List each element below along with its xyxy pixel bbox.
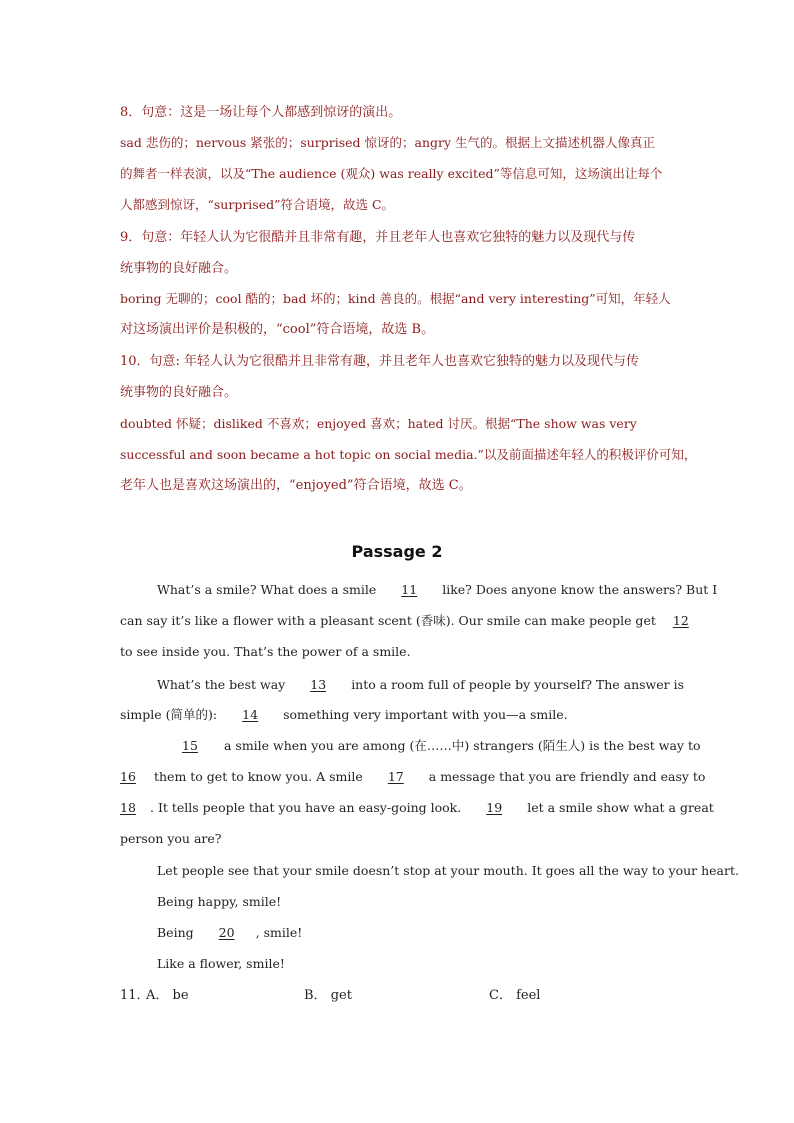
- passage-text: like? Does anyone know the answers? But I: [442, 582, 718, 597]
- passage-line: [157, 924, 302, 942]
- blank-17: 17: [387, 769, 404, 784]
- explanation-line: doubted 怀疑；disliked 不喜欢；enjoyed 喜欢；hated 讨厌。根据“The show was very: [120, 416, 637, 431]
- explanation-line: 10．句意: 年轻人认为它很酷并且非常有趣，并且老年人也喜欢它独特的魅力以及现代与传: [120, 354, 640, 369]
- blank-20: 20: [218, 925, 235, 940]
- option-text: get: [330, 988, 352, 1003]
- explanation-line: boring 无聊的；cool 酷的；bad 坏的；kind 善良的。根据“and very interesting”可知，年轻人: [120, 291, 671, 306]
- passage-text: simple (简单的):: [120, 707, 218, 722]
- option-c[interactable]: [489, 987, 540, 1005]
- passage-line: person you are?: [120, 831, 222, 846]
- blank-16: 16: [120, 769, 136, 784]
- explanation-line: successful and soon became a hot topic on social media.”以及前面描述年轻人的积极评价可知，: [120, 447, 697, 462]
- passage-text: . It tells people that you have an easy-going look.: [150, 800, 462, 815]
- explanation-line: 9．句意：年轻人认为它很酷并且非常有趣，并且老年人也喜欢它独特的魅力以及现代与传: [120, 230, 636, 245]
- passage-line: Being happy, smile!: [157, 894, 282, 909]
- option-label: C．: [489, 988, 512, 1003]
- passage-line: Let people see that your smile doesn’t stop at your mouth. It goes all the way to your heart.: [157, 863, 739, 878]
- passage-line: to see inside you. That’s the power of a smile.: [120, 644, 411, 659]
- explanation-line: 8．句意：这是一场让每个人都感到惊讶的演出。: [120, 105, 402, 120]
- option-b[interactable]: [304, 987, 352, 1005]
- option-text: be: [172, 988, 189, 1003]
- option-a[interactable]: [146, 987, 189, 1005]
- passage-text: a message that you are friendly and easy to: [428, 769, 706, 784]
- explanation-line: 老年人也是喜欢这场演出的，“enjoyed”符合语境，故选 C。: [120, 478, 472, 493]
- passage-text: , smile!: [255, 925, 303, 940]
- option-label: B．: [304, 988, 327, 1003]
- passage-line: [160, 737, 701, 755]
- passage-text: What’s a smile? What does a smile: [157, 582, 377, 597]
- passage-text: a smile when you are among (在……中) strangers (陌生人) is the best way to: [223, 738, 701, 753]
- option-text: feel: [516, 988, 541, 1003]
- passage-line: [120, 768, 705, 786]
- passage-text: What’s the best way: [157, 677, 286, 692]
- passage-line: [120, 612, 702, 630]
- explanation-line: sad 悲伤的；nervous 紧张的；surprised 惊讶的；angry 生气的。根据上文描述机器人像真正: [120, 135, 656, 150]
- explanation-line: 统事物的良好融合。: [120, 385, 238, 400]
- passage-line: [120, 706, 568, 724]
- option-label: A．: [146, 988, 169, 1003]
- blank-19: 19: [486, 800, 503, 815]
- explanation-line: 人都感到惊讶，“surprised”符合语境，故选 C。: [120, 197, 395, 212]
- passage-title: Passage 2: [351, 542, 443, 561]
- passage-text: Being: [157, 925, 194, 940]
- passage-line: [157, 676, 684, 694]
- blank-12: 12: [672, 613, 689, 628]
- passage-line: [120, 799, 714, 817]
- explanation-line: 对这场演出评价是积极的，“cool”符合语境，故选 B。: [120, 322, 435, 337]
- blank-14: 14: [242, 707, 259, 722]
- passage-text: something very important with you—a smile.: [283, 707, 568, 722]
- question-number: 11．: [120, 988, 150, 1003]
- explanation-line: 统事物的良好融合。: [120, 261, 238, 276]
- passage-line: Like a flower, smile!: [157, 956, 285, 971]
- passage-line: [157, 581, 717, 599]
- passage-text: into a room full of people by yourself? The answer is: [351, 677, 684, 692]
- explanation-line: 的舞者一样表演，以及“The audience (观众) was really excited”等信息可知，这场演出让每个: [120, 166, 663, 181]
- passage-text: can say it’s like a flower with a pleasant scent (香味). Our smile can make people get: [120, 613, 656, 628]
- blank-11: 11: [401, 582, 418, 597]
- passage-text: let a smile show what a great: [527, 800, 714, 815]
- blank-13: 13: [310, 677, 327, 692]
- blank-15: 15: [182, 738, 198, 753]
- blank-18: 18: [120, 800, 136, 815]
- passage-text: them to get to know you. A smile: [153, 769, 363, 784]
